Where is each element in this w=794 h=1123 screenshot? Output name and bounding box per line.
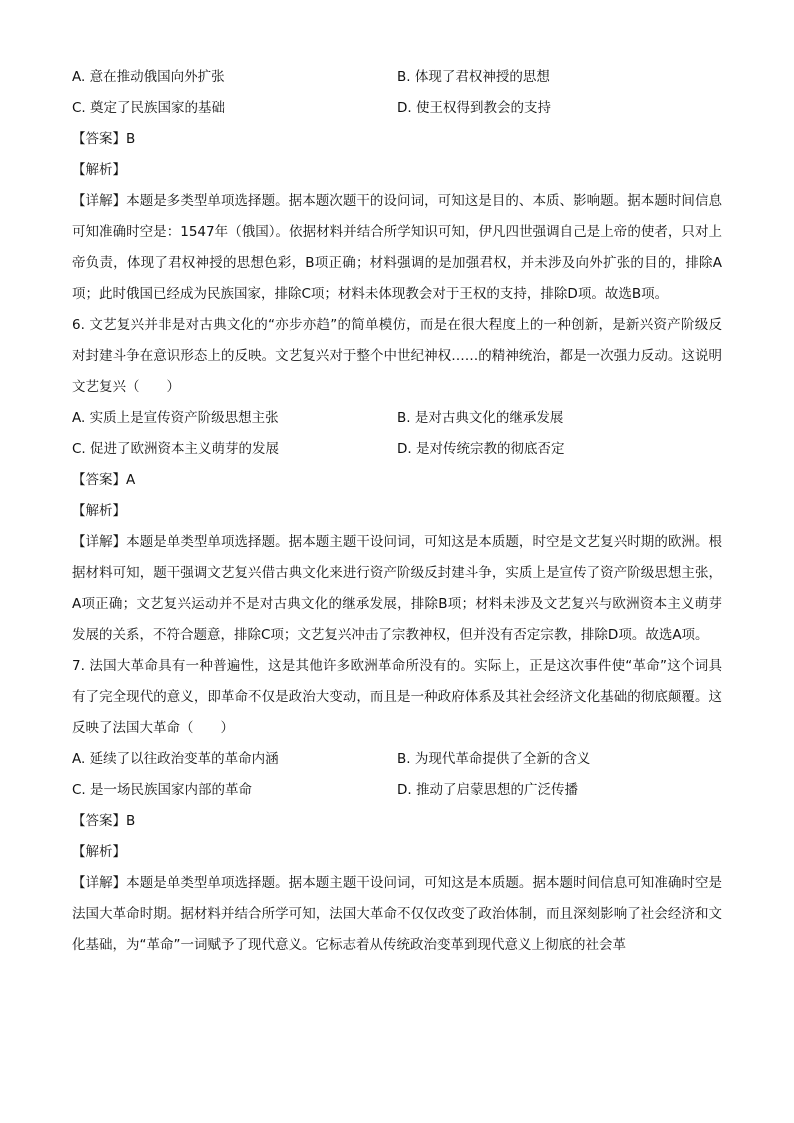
- q7-option-c: C. 是一场民族国家内部的革命: [72, 782, 253, 798]
- q5-options-row-1: [72, 62, 722, 93]
- q7-stem: 7. 法国大革命具有一种普遍性，这是其他许多欧洲革命所没有的。实际上，正是这次事件使“革命”这个词具有了完全现代的意义，即革命不仅是政治大变动，而且是一种政府体系及其社会经济文化基础的彻底颠覆。这反映了法国大革命（ ）: [72, 658, 722, 736]
- q7-option-d: D. 推动了启蒙思想的广泛传播: [397, 782, 578, 798]
- q6-option-a: A. 实质上是宣传资产阶级思想主张: [72, 410, 279, 426]
- q6-option-d: D. 是对传统宗教的彻底否定: [397, 441, 565, 457]
- q5-option-c: C. 奠定了民族国家的基础: [72, 100, 226, 116]
- q5-analysis-label: 【解析】: [72, 162, 126, 178]
- q6-answer: 【答案】A: [72, 472, 136, 488]
- q7-option-b: B. 为现代革命提供了全新的含义: [397, 751, 591, 767]
- q7-answer: 【答案】B: [72, 813, 136, 829]
- q5-answer: 【答案】B: [72, 131, 136, 147]
- q6-option-c: C. 促进了欧洲资本主义萌芽的发展: [72, 441, 280, 457]
- q7-options-row-2: [72, 775, 722, 806]
- q6-option-b: B. 是对古典文化的继承发展: [397, 410, 564, 426]
- q5-options-row-2: [72, 93, 722, 124]
- q6-stem: 6. 文艺复兴并非是对古典文化的“亦步亦趋”的简单模仿，而是在很大程度上的一种创新，是新兴资产阶级反对封建斗争在意识形态上的反映。文艺复兴对于整个中世纪神权……的精神统治，都是一次强力反动。这说明文艺复兴（ ）: [72, 317, 722, 395]
- q6-detail: 【详解】本题是单类型单项选择题。据本题主题干设问词，可知这是本质题，时空是文艺复兴时期的欧洲。根据材料可知，题干强调文艺复兴借古典文化来进行资产阶级反封建斗争，实质上是宣传了资产阶级思想主张，A项正确；文艺复兴运动并不是对古典文化的继承发展，排除B项；材料未涉及文艺复兴与欧洲资本主义萌芽发展的关系，不符合题意，排除C项；文艺复兴冲击了宗教神权，但并没有否定宗教，排除D项。故选A项。: [72, 534, 722, 643]
- q5-option-d: D. 使王权得到教会的支持: [397, 100, 551, 116]
- q6-analysis-label: 【解析】: [72, 503, 126, 519]
- q5-option-b: B. 体现了君权神授的思想: [397, 69, 550, 85]
- q7-analysis-label: 【解析】: [72, 844, 126, 860]
- q7-option-a: A. 延续了以往政治变革的革命内涵: [72, 751, 279, 767]
- q6-options-row-1: [72, 403, 722, 434]
- q7-detail: 【详解】本题是单类型单项选择题。据本题主题干设问词，可知这是本质题。据本题时间信息可知准确时空是法国大革命时期。据材料并结合所学可知，法国大革命不仅仅改变了政治体制，而且深刻影响了社会经济和文化基础，为“革命”一词赋予了现代意义。它标志着从传统政治变革到现代意义上彻底的社会革: [72, 875, 722, 953]
- document-page: [72, 62, 722, 961]
- q6-options-row-2: [72, 434, 722, 465]
- q7-options-row-1: [72, 744, 722, 775]
- q5-option-a: A. 意在推动俄国向外扩张: [72, 69, 225, 85]
- q5-detail: 【详解】本题是多类型单项选择题。据本题次题干的设问词，可知这是目的、本质、影响题。据本题时间信息可知准确时空是：1547年（俄国）。依据材料并结合所学知识可知，伊凡四世强调自己是上帝的使者，只对上帝负责，体现了君权神授的思想色彩，B项正确；材料强调的是加强君权，并未涉及向外扩张的目的，排除A项；此时俄国已经成为民族国家，排除C项；材料未体现教会对于王权的支持，排除D项。故选B项。: [72, 193, 722, 302]
